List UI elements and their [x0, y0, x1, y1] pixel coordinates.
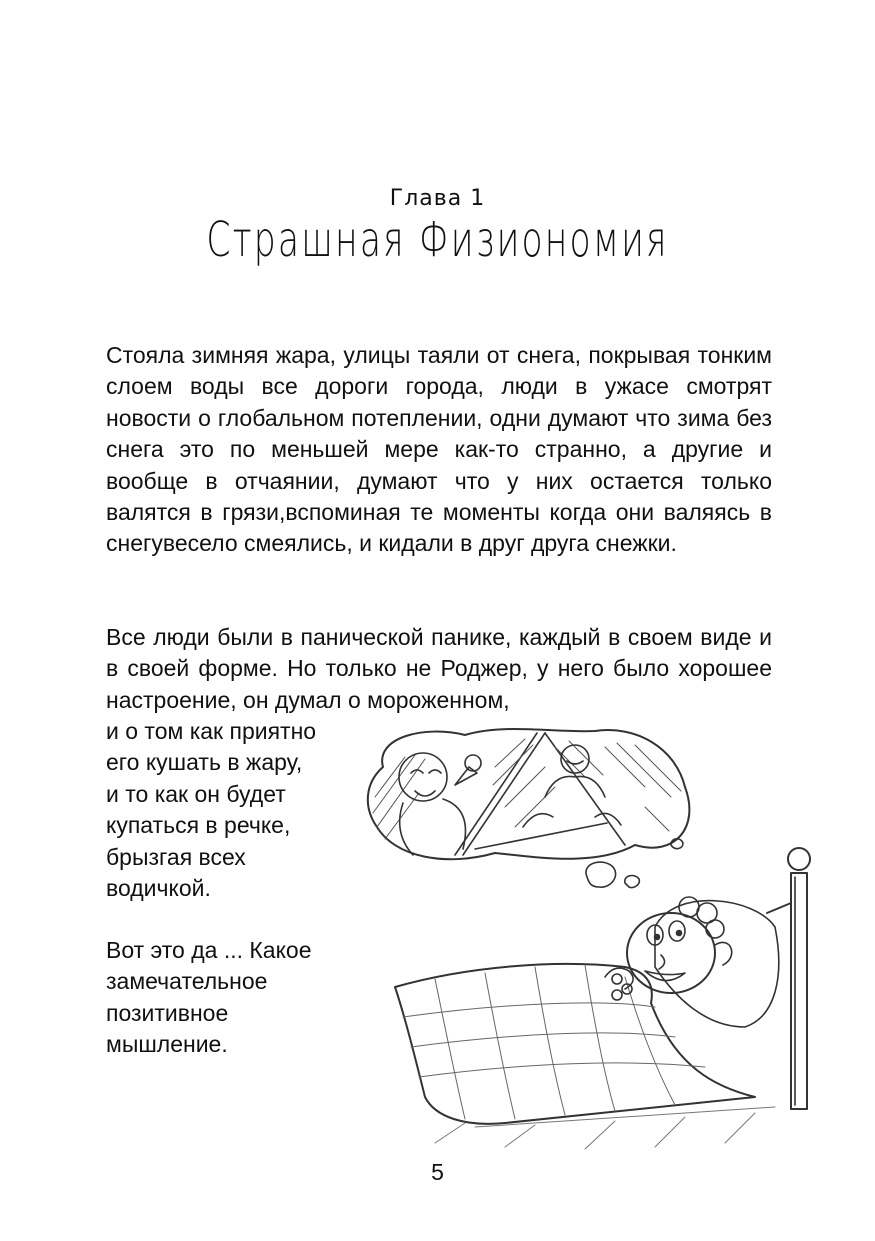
text-line: и то как он будет: [106, 780, 286, 807]
text-line: мышление.: [106, 1031, 228, 1058]
boy-head: [627, 897, 732, 993]
text-line: купаться в речке,: [106, 812, 291, 839]
thought-bubble: [625, 876, 640, 888]
blanket: [395, 964, 755, 1124]
text-line: водичкой.: [106, 875, 211, 902]
bed-post: [788, 848, 810, 1109]
paragraph-2: Все люди были в панической панике, каждый в своем виде и в своей форме. Но только не Роджер, у него было хорошее настроение, он думал о мороженном,: [106, 624, 772, 713]
thought-bubble: [586, 862, 616, 887]
paragraph-1: Стояла зимняя жара, улицы таяли от снега, покрывая тонким слоем воды все дороги города, люди в ужасе смотрят новости о глобальном потеплении, одни думают что зима без снега это по меньшей мере как-то странно, а другие и вообще в отчаянии, думают что у них остается только валятся в грязи,вспоминая те моменты когда они валяясь в снегувесело смеялись, и кидали в друг друга снежки.: [106, 342, 772, 557]
text-line: брызгая всех: [106, 843, 246, 870]
text-line: Вот это да ... Какое: [106, 937, 312, 963]
sleeping-boy-illustration: [355, 727, 815, 1157]
chapter-title: Страшная Физиономия: [206, 212, 669, 268]
chapter-label: Глава 1: [389, 186, 486, 211]
text-line: его кушать в жару,: [106, 749, 303, 776]
dream-cloud: [368, 729, 690, 859]
paragraph-3: [106, 935, 376, 1061]
paragraph-2-continuation: [106, 716, 376, 904]
text-line: позитивное: [106, 999, 229, 1026]
text-line: замечательное: [106, 968, 268, 995]
page-number: 5: [431, 1159, 444, 1185]
text-line: и о том как приятно: [106, 718, 317, 744]
